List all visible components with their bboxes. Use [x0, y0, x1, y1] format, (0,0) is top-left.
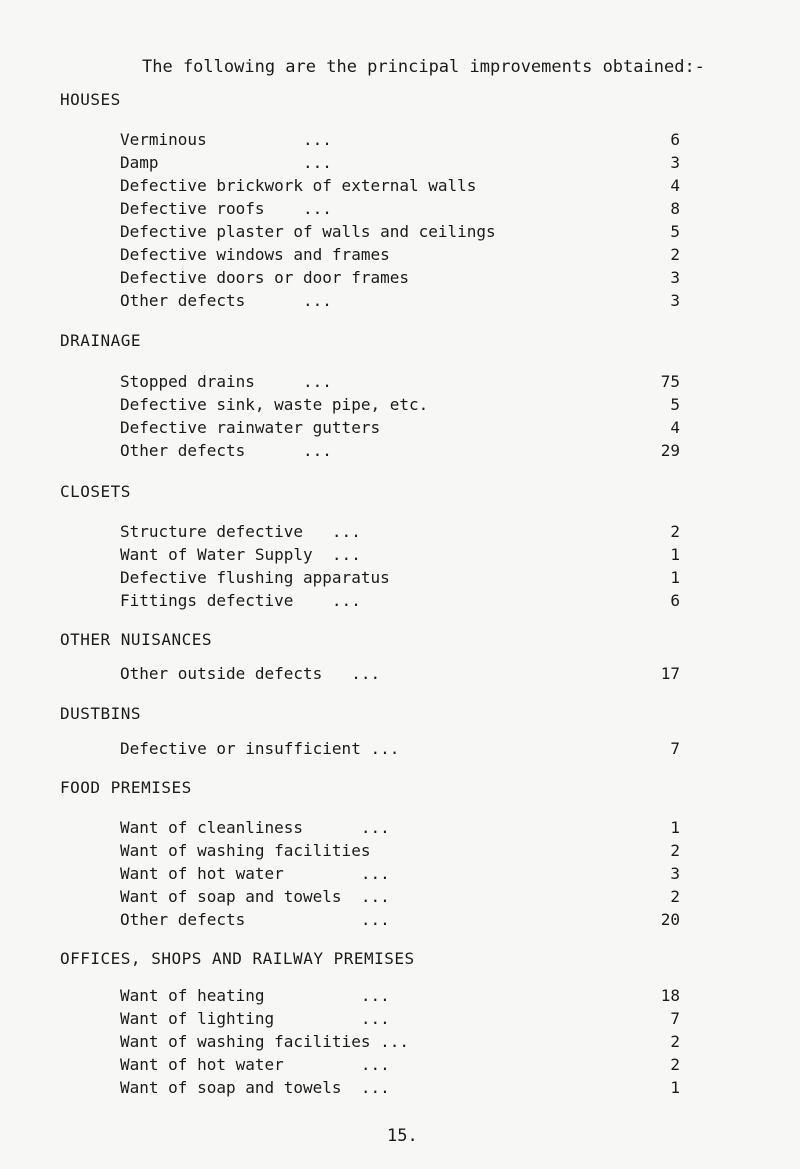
list-item [120, 591, 680, 613]
page-number: 15. [387, 1126, 418, 1146]
item-count: 6 [670, 591, 680, 610]
item-count: 2 [670, 522, 680, 541]
page-title: The following are the principal improvements obtained:- [142, 57, 705, 77]
list-item [120, 522, 680, 544]
list-item [120, 818, 680, 840]
item-label: Defective windows and frames [120, 245, 390, 264]
item-count: 4 [670, 176, 680, 195]
item-label: Defective doors or door frames [120, 268, 409, 287]
item-label: Structure defective ... [120, 522, 361, 541]
list-item [120, 199, 680, 221]
list-item [120, 887, 680, 909]
item-label: Defective brickwork of external walls [120, 176, 477, 195]
list-item [120, 910, 680, 932]
item-label: Defective plaster of walls and ceilings [120, 222, 496, 241]
item-label: Defective rainwater gutters [120, 418, 381, 437]
item-count: 2 [670, 245, 680, 264]
item-count: 7 [670, 739, 680, 758]
section-heading-food-premises: FOOD PREMISES [60, 778, 192, 797]
item-count: 1 [670, 1078, 680, 1097]
item-count: 1 [670, 545, 680, 564]
list-item [120, 130, 680, 152]
item-label: Want of hot water ... [120, 1055, 390, 1074]
list-item [120, 1078, 680, 1100]
section-heading-closets: CLOSETS [60, 482, 131, 501]
item-count: 18 [660, 986, 680, 1005]
item-count: 2 [670, 1055, 680, 1074]
item-count: 8 [670, 199, 680, 218]
list-item [120, 372, 680, 394]
item-label: Defective roofs ... [120, 199, 332, 218]
section-heading-other-nuisances: OTHER NUISANCES [60, 630, 212, 649]
item-label: Want of heating ... [120, 986, 390, 1005]
section-heading-dustbins: DUSTBINS [60, 704, 142, 723]
item-label: Fittings defective ... [120, 591, 361, 610]
item-count: 2 [670, 1032, 680, 1051]
item-count: 1 [670, 568, 680, 587]
list-item [120, 1055, 680, 1077]
item-label: Want of soap and towels ... [120, 1078, 390, 1097]
list-item [120, 568, 680, 590]
item-label: Other defects ... [120, 910, 390, 929]
list-item [120, 268, 680, 290]
item-count: 1 [670, 818, 680, 837]
item-count: 3 [670, 153, 680, 172]
item-count: 2 [670, 887, 680, 906]
list-item [120, 841, 680, 863]
item-label: Want of lighting ... [120, 1009, 390, 1028]
item-label: Defective flushing apparatus [120, 568, 390, 587]
item-label: Want of cleanliness ... [120, 818, 390, 837]
item-label: Stopped drains ... [120, 372, 332, 391]
list-item [120, 222, 680, 244]
item-count: 3 [670, 864, 680, 883]
list-item [120, 153, 680, 175]
list-item [120, 986, 680, 1008]
item-label: Other outside defects ... [120, 664, 381, 683]
section-heading-houses: HOUSES [60, 90, 121, 109]
item-count: 3 [670, 268, 680, 287]
item-label: Other defects ... [120, 291, 332, 310]
list-item [120, 395, 680, 417]
list-item [120, 1009, 680, 1031]
item-count: 3 [670, 291, 680, 310]
list-item [120, 1032, 680, 1054]
item-label: Damp ... [120, 153, 332, 172]
item-count: 5 [670, 222, 680, 241]
list-item [120, 739, 680, 761]
list-item [120, 664, 680, 686]
section-heading-drainage: DRAINAGE [60, 331, 142, 350]
item-count: 29 [660, 441, 680, 460]
item-count: 7 [670, 1009, 680, 1028]
item-label: Want of soap and towels ... [120, 887, 390, 906]
list-item [120, 864, 680, 886]
item-label: Want of hot water ... [120, 864, 390, 883]
list-item [120, 418, 680, 440]
item-label: Want of Water Supply ... [120, 545, 361, 564]
item-count: 5 [670, 395, 680, 414]
item-count: 2 [670, 841, 680, 860]
item-count: 75 [660, 372, 680, 391]
item-label: Want of washing facilities ... [120, 1032, 409, 1051]
item-label: Want of washing facilities [120, 841, 371, 860]
item-count: 20 [660, 910, 680, 929]
item-label: Other defects ... [120, 441, 332, 460]
item-count: 6 [670, 130, 680, 149]
item-count: 17 [660, 664, 680, 683]
item-label: Defective sink, waste pipe, etc. [120, 395, 429, 414]
list-item [120, 245, 680, 267]
item-count: 4 [670, 418, 680, 437]
section-heading-offices-shops-railway: OFFICES, SHOPS AND RAILWAY PREMISES [60, 949, 415, 968]
item-label: Verminous ... [120, 130, 332, 149]
item-label: Defective or insufficient ... [120, 739, 400, 758]
list-item [120, 176, 680, 198]
list-item [120, 545, 680, 567]
list-item [120, 441, 680, 463]
list-item [120, 291, 680, 313]
